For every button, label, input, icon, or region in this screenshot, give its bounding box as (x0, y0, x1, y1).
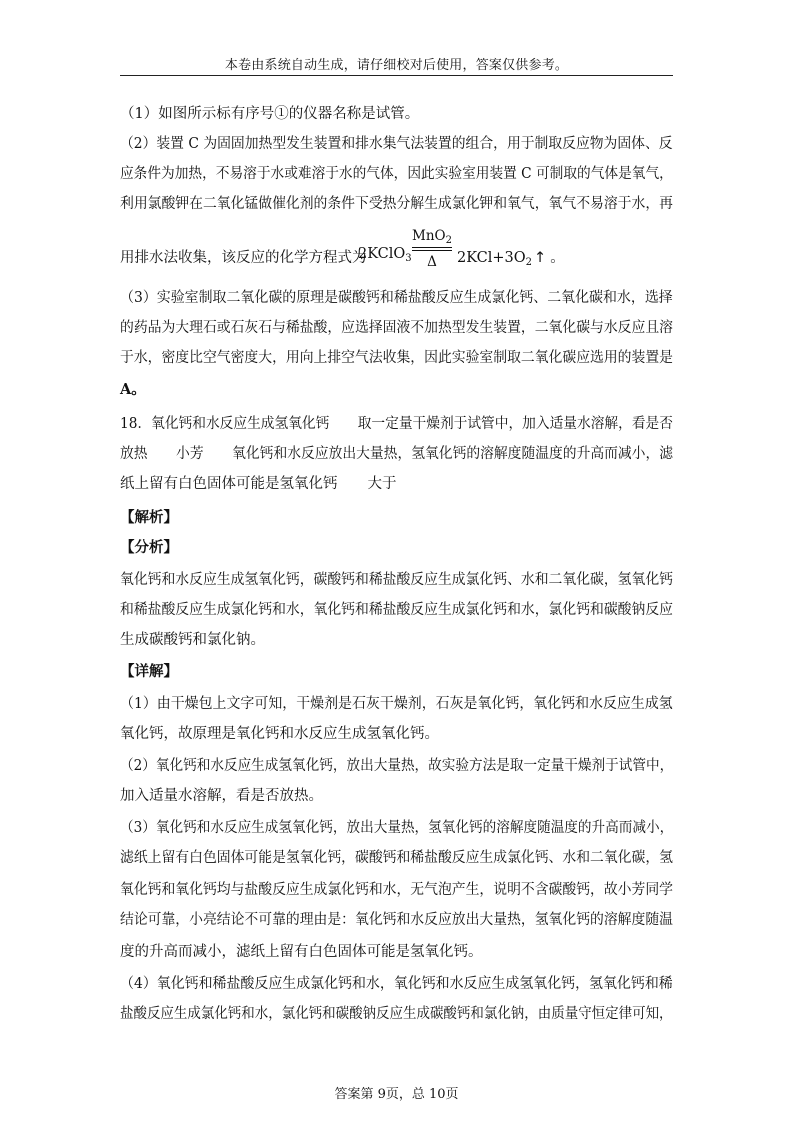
text-line: （2）氧化钙和水反应生成氢氧化钙，放出大量热，故实验方法是取一定量干燥剂于试管中， (120, 758, 674, 774)
catalyst-formula: MnO (412, 228, 446, 244)
text-line: 于水，密度比空气密度大，用向上排空气法收集，因此实验室制取二氧化碳应选用的装置是 (120, 350, 673, 366)
equals-bar-bottom (412, 250, 452, 251)
answer-blank-2: 取一定量干燥剂于试管中，加入适量水溶解，看是否 (357, 416, 673, 432)
text-line: （3）实验室制取二氧化碳的原理是碳酸钙和稀盐酸反应生成氯化钙、二氧化碳和水，选择 (120, 290, 673, 306)
text-line: （1）如图所示标有序号①的仪器名称是试管。 (120, 106, 420, 122)
equation-reactant (358, 246, 412, 264)
equals-bar-top (412, 247, 452, 248)
text-line: 氧化钙和水反应生成氢氧化钙，碳酸钙和稀盐酸反应生成氯化钙、水和二氧化碳，氢氧化钙 (120, 572, 673, 588)
heat-symbol: Δ (427, 254, 437, 270)
gas-arrow-icon: ↑ (534, 250, 547, 266)
answer-blank-4: 氧化钙和水反应放出大量热，氢氧化钙的溶解度随温度的升高而减小，滤 (232, 446, 674, 462)
text-line: 氧化钙，故原理是氧化钙和水反应生成氢氧化钙。 (120, 726, 439, 742)
text-line: A。 (120, 381, 146, 398)
answer-line (120, 444, 673, 464)
answer-line (120, 474, 397, 494)
reactant-formula: 2KClO (358, 246, 406, 262)
section-heading-analysis: 【解析】 (120, 509, 178, 526)
text-line: （2）装置 C 为固固加热型发生装置和排水集气法装置的组合，用于制取反应物为固体、反 (120, 136, 673, 152)
answer-blank-3: 小芳 (176, 446, 204, 462)
header-divider (120, 75, 673, 76)
text-line: 生成碳酸钙和氯化钠。 (120, 632, 265, 648)
text-line: 盐酸反应生成氯化钙和水，氯化钙和碳酸钠反应生成碳酸钙和氯化钠，由质量守恒定律可知， (120, 1006, 673, 1022)
answer-blank-5: 大于 (367, 476, 397, 492)
answer-blank-1: 18．氧化钙和水反应生成氢氧化钙 (120, 416, 330, 432)
page-header: 本卷由系统自动生成，请仔细校对后使用，答案仅供参考。 (224, 58, 569, 73)
answer-line-18 (120, 414, 673, 434)
text-line: 结论可靠，小亮结论不可靠的理由是：氧化钙和水反应放出大量热，氢氧化钙的溶解度随温 (120, 912, 673, 928)
text-line: （4）氧化钙和稀盐酸反应生成氯化钙和水，氧化钙和水反应生成氢氧化钙，氢氧化钙和稀 (120, 976, 673, 992)
text-line: 的药品为大理石或石灰石与稀盐酸，应选择固液不加热型发生装置，二氧化碳与水反应且溶 (120, 320, 673, 336)
answer-blank-2-end: 放热 (120, 446, 148, 462)
text-line: （1）由干燥包上文字可知，干燥剂是石灰干燥剂，石灰是氧化钙，氧化钙和水反应生成氢 (120, 696, 673, 712)
section-heading-detail: 【详解】 (120, 663, 178, 680)
answer-blank-4-end: 纸上留有白色固体可能是氢氧化钙 (120, 476, 338, 492)
section-heading-reasoning: 【分析】 (120, 539, 178, 556)
text-line: 利用氯酸钾在二氧化锰做催化剂的条件下受热分解生成氯化钾和氧气，氧气不易溶于水，再 (120, 196, 673, 212)
text-line: 加入适量水溶解，看是否放热。 (120, 788, 323, 804)
text-line: 氧化钙和氧化钙均与盐酸反应生成氯化钙和水，无气泡产生，说明不含碳酸钙，故小芳同学 (120, 882, 673, 898)
text-line: 应条件为加热，不易溶于水或难溶于水的气体，因此实验室用装置 C 可制取的气体是氧气， (120, 166, 673, 182)
equation-prefix: 用排水法收集，该反应的化学方程式为 (120, 250, 367, 266)
product-formula: 2KCl+3O (457, 250, 526, 266)
text-line: 滤纸上留有白色固体可能是氢氧化钙，碳酸钙和稀盐酸反应生成氯化钙、水和二氧化碳，氢 (120, 850, 673, 866)
catalyst-label (412, 228, 452, 246)
reactant-subscript: 3 (405, 253, 412, 264)
equation-end: 。 (550, 250, 565, 266)
text-line: 和稀盐酸反应生成氯化钙和水，氧化钙和稀盐酸反应生成氯化钙和水，氯化钙和碳酸钠反应 (120, 602, 673, 618)
product-subscript: 2 (525, 257, 533, 268)
catalyst-subscript: 2 (445, 235, 452, 246)
text-line: 度的升高而减小，滤纸上留有白色固体可能是氢氧化钙。 (120, 944, 483, 960)
equation-product (457, 246, 565, 268)
text-line: （3）氧化钙和水反应生成氢氧化钙，放出大量热，氢氧化钙的溶解度随温度的升高而减小， (120, 820, 674, 836)
page-footer: 答案第 9页，总 10页 (334, 1087, 459, 1102)
